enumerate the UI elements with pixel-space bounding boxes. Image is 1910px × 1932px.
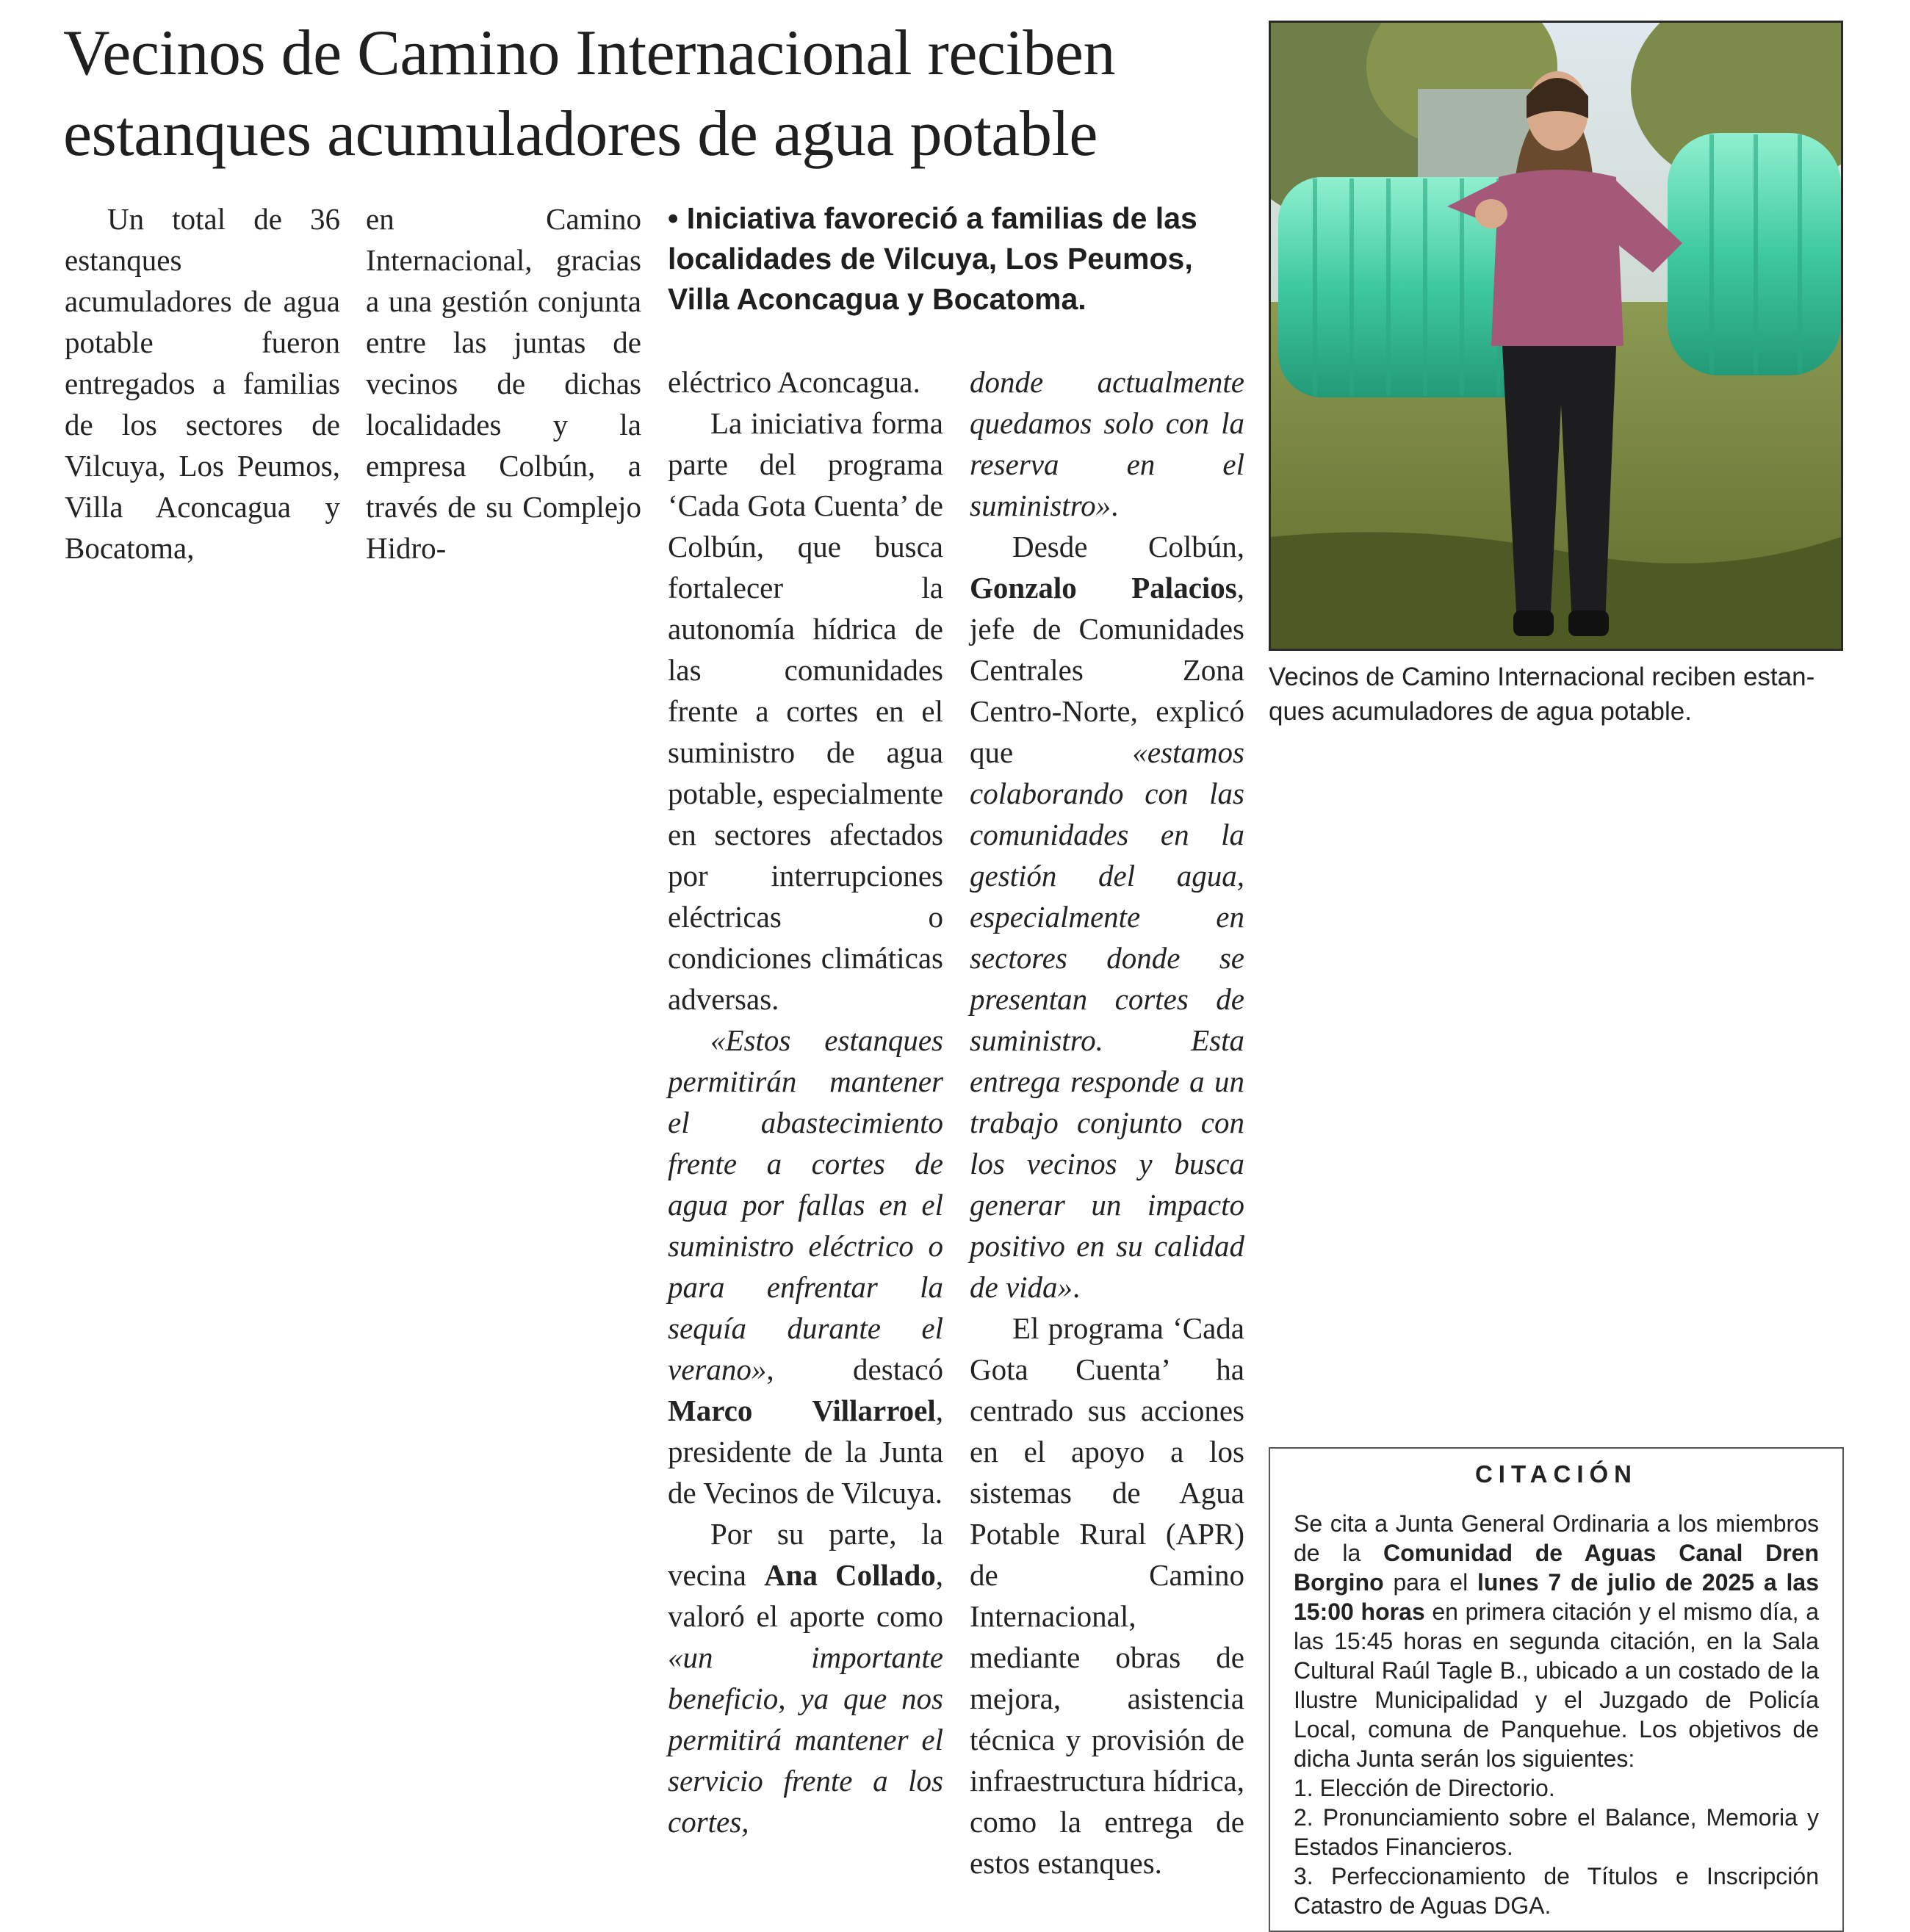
headline-line-2: estanques acumuladores de agua potable — [63, 98, 1098, 170]
quote: donde actualmente quedamos solo con la reserva en el suministro» — [970, 365, 1244, 522]
text: . — [1073, 1270, 1081, 1304]
paragraph — [668, 1513, 943, 1842]
text: en primera citación y el mismo día, a las 15:45 horas en segunda citación, en la Sala Cultural Raúl Tagle B., ubicado a un costado de la Ilustre Municipalidad y el Juzgado de Policía Local, comuna de Panquehue. Los objetivos de dicha Junta serán los siguientes: — [1294, 1598, 1820, 1772]
caption-line: ques acumuladores de agua potable. — [1269, 697, 1692, 726]
paragraph: Un total de 36 estanques acumuladores de agua potable fueron entregados a familias de los sectores de Vilcuya, Los Peumos, Villa Aconcagua y Bocatoma, — [65, 202, 340, 565]
text: para el — [1383, 1569, 1478, 1596]
agenda-item: 3. Perfeccionamiento de Títulos e Inscripción Catastro de Aguas DGA. — [1294, 1863, 1819, 1919]
caption-line: Vecinos de Camino Internacional reciben estan- — [1269, 663, 1815, 691]
agenda-item: 1. Elección de Directorio. — [1294, 1775, 1555, 1801]
article-column-4 — [970, 361, 1244, 1884]
water-tank — [1668, 133, 1841, 375]
person-name: Gonzalo Palacios — [970, 571, 1237, 605]
text: Se cita a Junta General Ordinaria a los miembros de la — [1294, 1510, 1819, 1566]
paragraph — [970, 526, 1244, 1308]
citation-paragraph — [1294, 1509, 1819, 1773]
text: , destacó — [766, 1352, 943, 1386]
quote: «Estos estanques permitirán mantener el abastecimiento frente a cortes de agua por fallas en el suministro eléctrico o para enfrentar la sequía durante el verano» — [668, 1023, 943, 1386]
person-name: Ana Collado — [764, 1558, 936, 1592]
agenda-item: 2. Pronunciamiento sobre el Balance, Memoria y Estados Financieros. — [1294, 1804, 1819, 1860]
paragraph: El programa ‘Cada Gota Cuenta’ ha centrado sus acciones en el apoyo a los sistemas de Agua Potable Rural (APR) de Camino Internacional, mediante obras de mejora, asistencia técnica y provisión de infraestructura hídrica, como la entrega de estos estanques. — [970, 1311, 1244, 1880]
organization-name: Comunidad de Aguas Canal Dren Borgino — [1294, 1540, 1820, 1596]
paragraph: en Camino Internacional, gracias a una gestión conjunta entre las juntas de vecinos de dichas localidades y la empresa Colbún, a través de su Complejo Hidro- — [366, 202, 641, 565]
text: Desde Colbún, — [1012, 530, 1244, 563]
photo-illustration — [1271, 23, 1841, 649]
text: . — [1111, 489, 1119, 522]
citation-body — [1294, 1509, 1819, 1920]
text: , jefe de Comunidades Centrales Zona Centro-Norte, explicó que — [970, 571, 1244, 769]
paragraph: eléctrico Aconcagua. — [668, 365, 920, 399]
text: , valoró el aporte como — [668, 1558, 943, 1633]
photo-caption — [1269, 660, 1856, 729]
quote: «estamos colaborando con las comunidades en la gestión del agua, especialmente en sectores donde se presentan cortes de suministro. Esta entrega responde a un trabajo conjunto con los vecinos y busca generar un impacto positivo en su calidad de vida» — [970, 735, 1244, 1304]
paragraph — [970, 361, 1244, 526]
paragraph: La iniciativa forma parte del programa ‘Cada Gota Cuenta’ de Colbún, que busca fortalecer la autonomía hídrica de las comunidades frente a cortes en el suministro de agua potable, especialmente en sectores afectados por interrupciones eléctricas o condiciones climáticas adversas. — [668, 406, 943, 1016]
meeting-date: lunes 7 de julio de 2025 a las 15:00 horas — [1294, 1569, 1820, 1625]
quote: «un importante beneficio, ya que nos permitirá mantener el servicio frente a los cortes, — [668, 1640, 943, 1839]
subheadline: • Iniciativa favoreció a familias de las localidades de Vilcuya, Los Peumos, Villa Aconcagua y Bocatoma. — [668, 201, 1197, 316]
article-column-3 — [668, 361, 943, 1842]
person-name: Marco Villarroel — [668, 1394, 936, 1427]
article-photo — [1269, 21, 1843, 651]
citation-title: CITACIÓN — [1474, 1460, 1638, 1488]
text: Por su parte, la vecina — [668, 1517, 943, 1592]
citation-notice — [1269, 1447, 1844, 1932]
text: , presidente de la Junta de Vecinos de Vilcuya. — [668, 1394, 943, 1510]
article-column-1 — [65, 198, 340, 569]
paragraph — [668, 1020, 943, 1513]
article-column-2 — [366, 198, 641, 569]
headline-line-1: Vecinos de Camino Internacional reciben — [63, 18, 1115, 89]
headline — [63, 13, 1253, 175]
